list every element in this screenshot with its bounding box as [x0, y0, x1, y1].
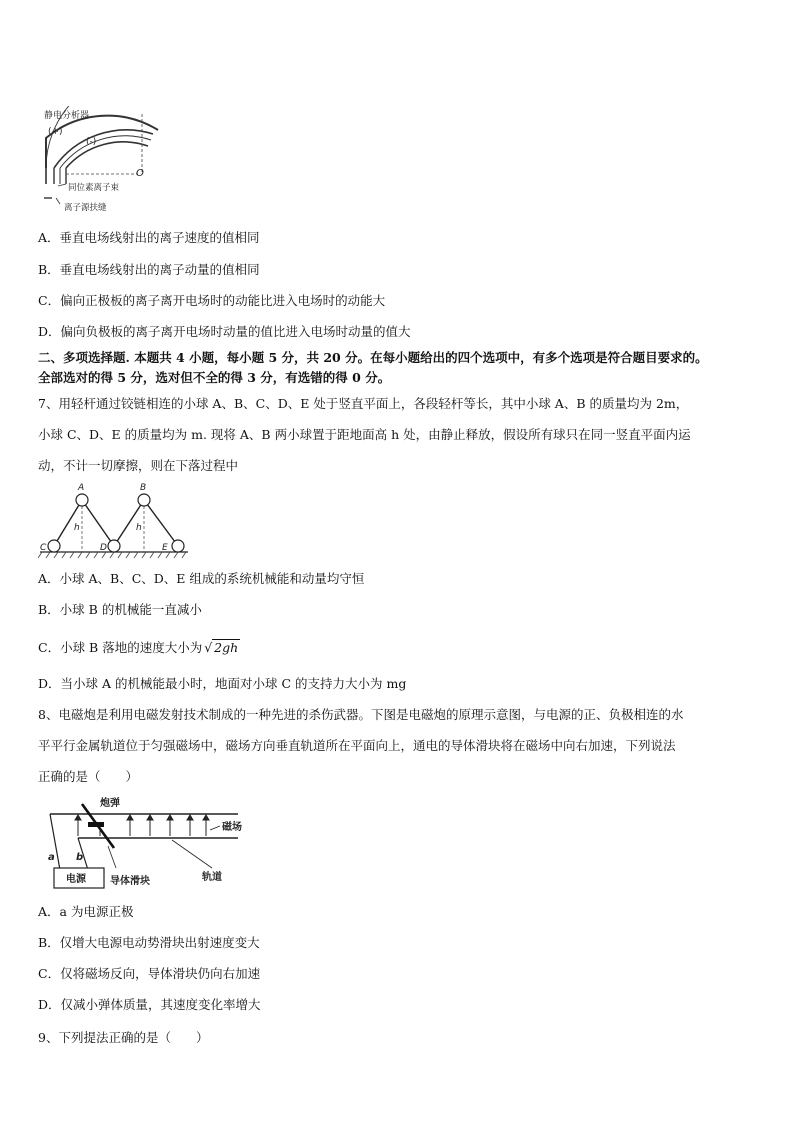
label-spectrometer-title: 静电分析器: [44, 111, 90, 121]
label-slit: 离子源扶缝: [64, 203, 107, 213]
q8-stem-line2: 平平行金属轨道位于匀强磁场中，磁场方向垂直轨道所在平面向上，通电的导体滑块将在磁场中向右加速，下列说法: [38, 738, 676, 753]
q7-diagram: [38, 480, 198, 562]
sqrt-sign: √: [204, 640, 213, 655]
label-ball-b: B: [140, 483, 147, 493]
q7-figure: [38, 480, 198, 562]
q8-option-c: C．仅将磁场反向，导体滑块仍向右加速: [38, 966, 261, 981]
section2-heading-line1: 二、多项选择题. 本题共 4 小题，每小题 5 分，共 20 分。在每小题给出的四个选项中，有多个选项是符合题目要求的。: [38, 350, 708, 365]
label-rail: 轨道: [202, 872, 222, 883]
label-plus: (+): [48, 127, 63, 137]
q7-option-b: B．小球 B 的机械能一直减小: [38, 602, 202, 617]
label-shell: 炮弹: [100, 798, 120, 809]
label-origin: O: [136, 168, 144, 179]
q8-option-d: D．仅减小弹体质量，其速度变化率增大: [38, 997, 261, 1012]
q9-stem-line1: 9、下列提法正确的是（ ）: [38, 1030, 209, 1045]
section2-heading-line2: 全部选对的得 5 分，选对但不全的得 3 分，有选错的得 0 分。: [38, 370, 391, 385]
q8-option-a: A．a 为电源正极: [38, 904, 134, 919]
spectrometer-figure: [38, 106, 208, 218]
label-magnetic-field: 磁场: [222, 822, 242, 833]
q7-stem-line1: 7、用轻杆通过铰链相连的小球 A、B、C、D、E 处于竖直平面上，各段轻杆等长，其中小球 A、B 的质量均为 2m，: [38, 396, 689, 411]
label-terminal-b: b: [76, 852, 84, 863]
q8-option-b: B．仅增大电源电动势滑块出射速度变大: [38, 935, 260, 950]
label-ball-d: D: [100, 543, 107, 553]
label-ball-a: A: [78, 483, 85, 493]
sqrt-radicand: 2gh: [214, 640, 239, 655]
label-height-2: h: [136, 523, 142, 533]
q8-stem-line3: 正确的是（ ）: [38, 769, 139, 784]
q6-option-b: B．垂直电场线射出的离子动量的值相同: [38, 262, 260, 277]
label-slider: 导体滑块: [110, 876, 150, 887]
q7-option-d: D．当小球 A 的机械能最小时，地面对小球 C 的支持力大小为 mg: [38, 676, 407, 691]
label-ball-e: E: [162, 543, 168, 553]
q8-figure: [42, 796, 262, 892]
label-power-source: 电源: [66, 874, 86, 885]
q8-stem-line1: 8、电磁炮是利用电磁发射技术制成的一种先进的杀伤武器。下图是电磁炮的原理示意图，与电源的正、负极相连的水: [38, 707, 684, 722]
label-ball-c: C: [40, 543, 47, 553]
label-terminal-a: a: [48, 852, 55, 863]
q7-option-a: A．小球 A、B、C、D、E 组成的系统机械能和动量均守恒: [38, 571, 365, 586]
q7-option-c: [38, 640, 240, 656]
q6-option-c: C．偏向正极板的离子离开电场时的动能比进入电场时的动能大: [38, 293, 386, 308]
q8-diagram: [42, 796, 262, 892]
label-beam: 同位素离子束: [68, 183, 120, 193]
q6-option-a: A．垂直电场线射出的离子速度的值相同: [38, 230, 260, 245]
q6-option-d: D．偏向负极板的离子离开电场时动量的值比进入电场时动量的值大: [38, 324, 411, 339]
spectrometer-diagram: [38, 106, 208, 218]
q7-stem-line3: 动，不计一切摩擦，则在下落过程中: [38, 458, 239, 473]
q7-stem-line2: 小球 C、D、E 的质量均为 m. 现将 A、B 两小球置于距地面高 h 处，由静止释放，假设所有球只在同一竖直平面内运: [38, 427, 691, 442]
label-height-1: h: [74, 523, 80, 533]
q7-option-c-text: C．小球 B 落地的速度大小为: [38, 640, 203, 655]
label-minus: (-): [86, 137, 97, 147]
